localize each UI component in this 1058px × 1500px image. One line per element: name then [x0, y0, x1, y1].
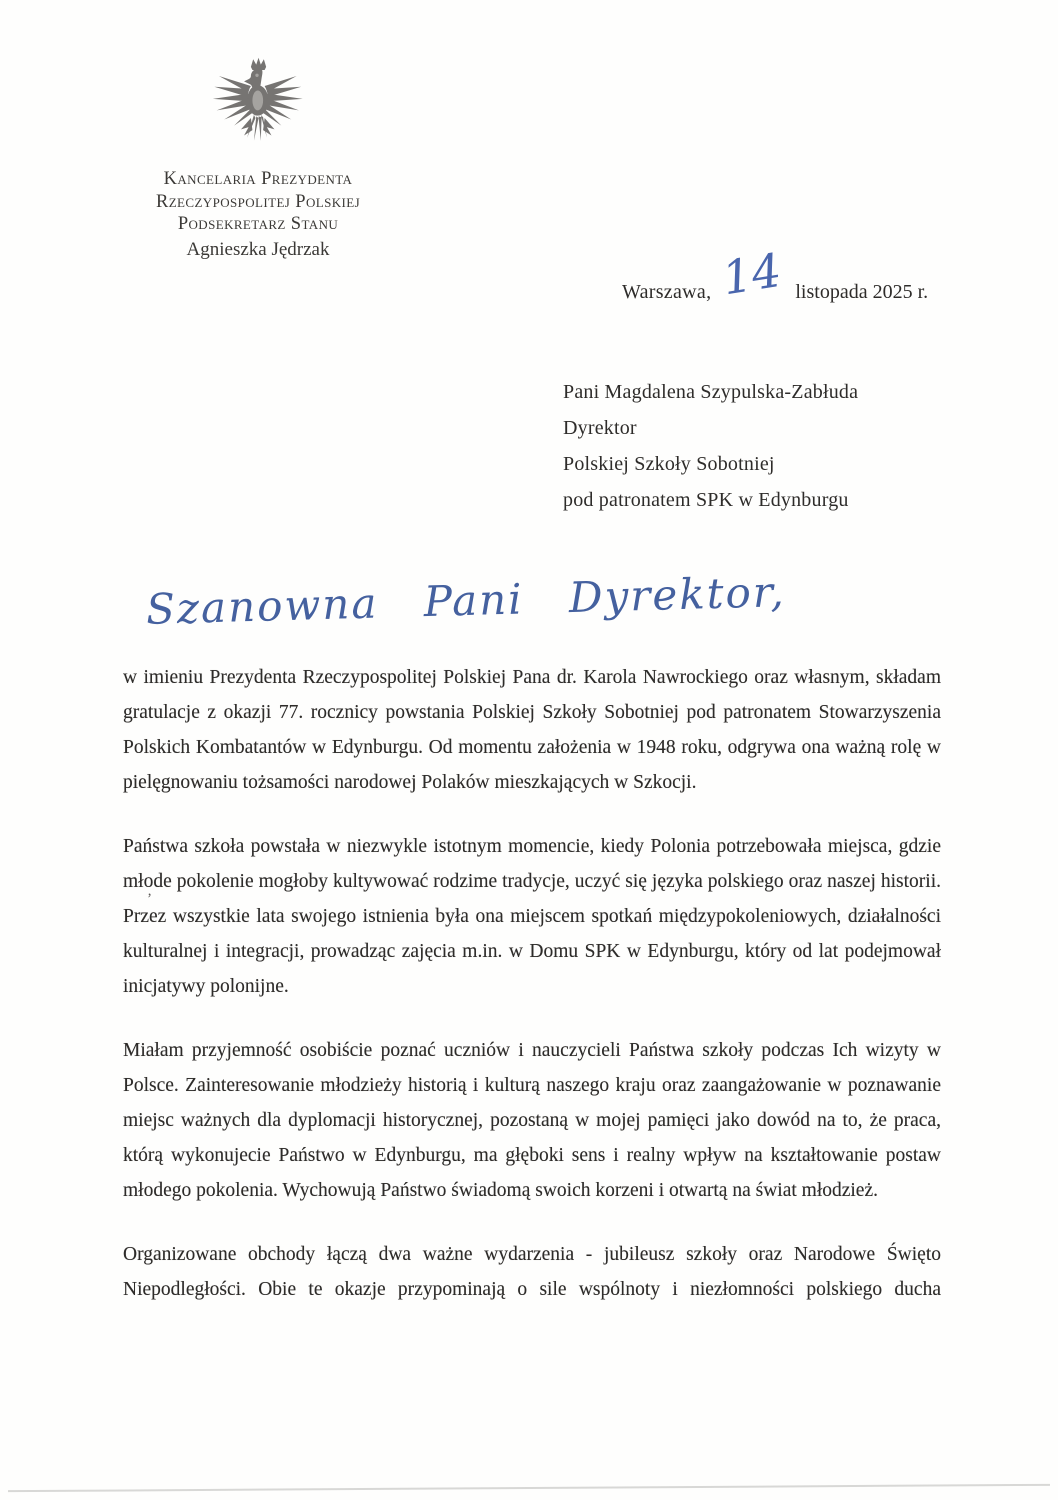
handwritten-salutation: Szanowna Pani Dyrektor,	[145, 567, 787, 634]
body-paragraph-1: w imieniu Prezydenta Rzeczypospolitej Polskiej Pana dr. Karola Nawrockiego oraz własnym, składam gratulacje z okazji 77. rocznicy powstania Polskiej Szkoły Sobotniej pod patronatem Stowarzyszenia Polskich Kombatantów w Edynburgu. Od momentu założenia w 1948 roku, odgrywa ona ważną rolę w pielęgnowaniu tożsamości narodowej Polaków mieszkających w Szkocji.	[123, 667, 941, 793]
recipient-organization-line2: pod patronatem SPK w Edynburgu	[563, 489, 849, 511]
letter-body	[123, 660, 941, 1307]
letterhead-office-line1: Kancelaria Prezydenta	[163, 169, 353, 189]
dateline-city: Warszawa,	[622, 281, 712, 303]
recipient-name: Pani Magdalena Szypulska-Zabłuda	[563, 381, 859, 403]
body-paragraph-2: Państwa szkoła powstała w niezwykle istotnym momencie, kiedy Polonia potrzebowała miejsca, gdzie młode pokolenie mogłoby kultywować rodzime tradycje, uczyć się języka polskiego oraz naszej historii. Przez wszystkie lata swojego istnienia była ona miejscem spotkań międzypokoleniowych, działalności kulturalnej i integracji, prowadząc zajęcia m.in. w Domu SPK w Edynburgu, który od lat podejmował inicjatywy polonijne.	[123, 836, 941, 997]
page-bottom-edge	[8, 1484, 1050, 1492]
recipient-organization: Polskiej Szkoły Sobotniej	[563, 453, 775, 475]
letterhead-office-line3: Podsekretarz Stanu	[177, 214, 339, 234]
dateline-month-year: listopada 2025 r.	[795, 281, 929, 303]
body-paragraph-3: Miałam przyjemność osobiście poznać uczniów i nauczycieli Państwa szkoły podczas Ich wizyty w Polsce. Zainteresowanie młodzieży historią i kulturą naszego kraju oraz zaangażowanie w poznawanie miejsc ważnych dla dyplomacji historycznej, pozostaną w mojej pamięci jako dowód na to, że praca, którą wykonujecie Państwo w Edynburgu, ma głęboki sens i realny wpływ na kształtowanie postaw młodego pokolenia. Wychowują Państwo świadomą swoich korzeni i otwartą na świat młodzież.	[123, 1040, 941, 1201]
recipient-block	[563, 374, 858, 518]
letterhead-signatory-name: Agnieszka Jędrzak	[186, 238, 330, 260]
recipient-title: Dyrektor	[563, 417, 637, 439]
body-paragraph-4: Organizowane obchody łączą dwa ważne wydarzenia - jubileusz szkoły oraz Narodowe Święto Niepodległości. Obie te okazje przypominają o sile wspólnoty i niezłomności polskiego ducha	[123, 1244, 941, 1300]
dateline	[622, 242, 929, 306]
polish-eagle-icon	[211, 57, 303, 153]
handwritten-day-number: 14	[718, 242, 786, 306]
scan-artifact-mark: ’	[147, 891, 152, 907]
letterhead-office-line2: Rzeczypospolitej Polskiej	[155, 191, 361, 212]
letterhead	[116, 168, 400, 262]
